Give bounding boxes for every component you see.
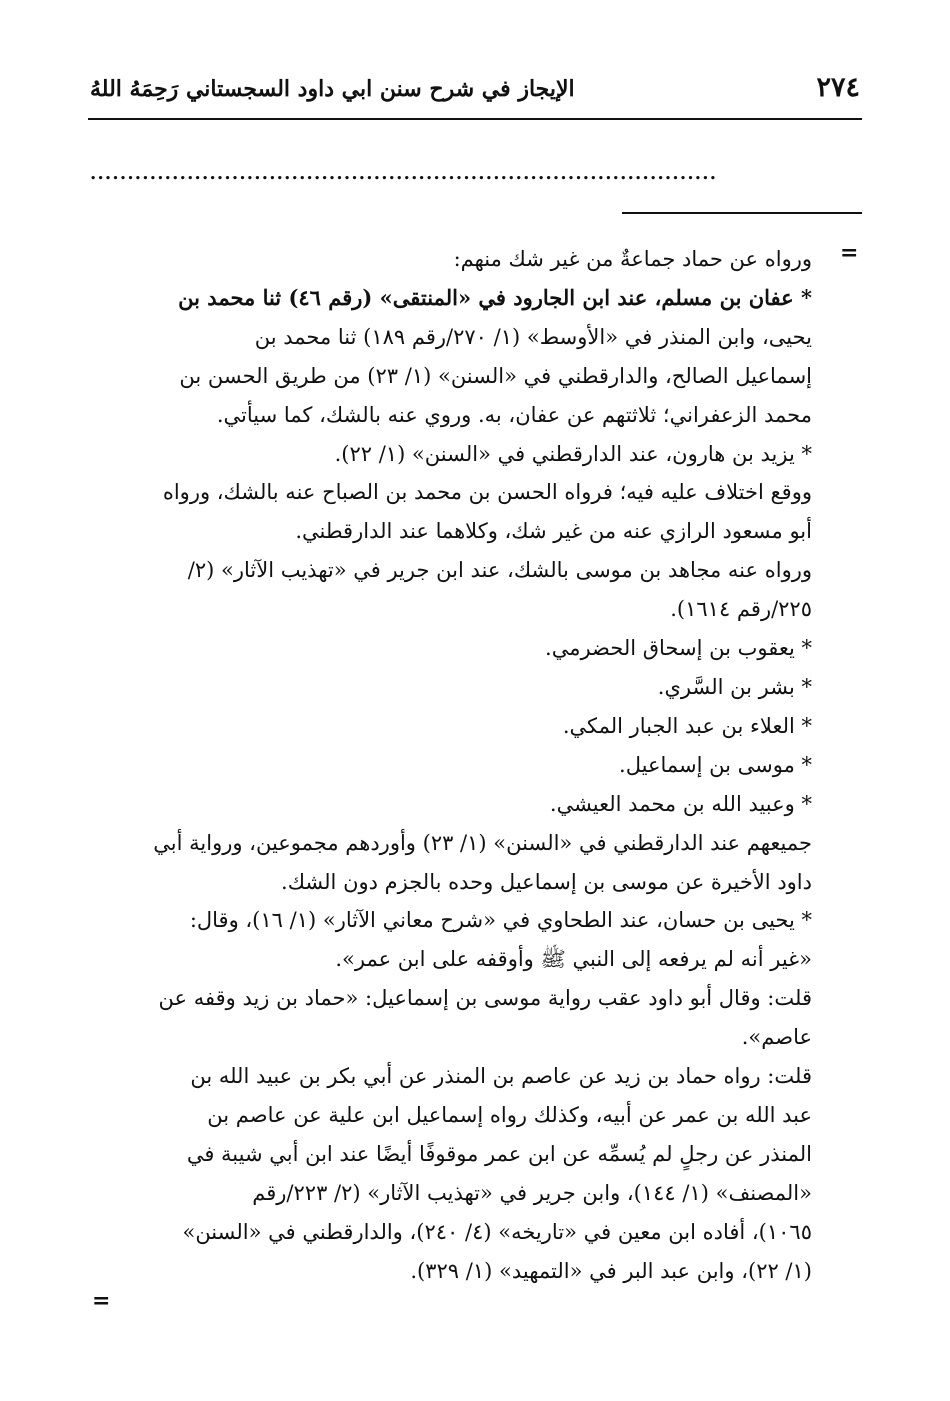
text-line: ورواه عن حماد جماعةٌ من غير شك منهم: <box>453 247 812 271</box>
text-line: قلت: رواه حماد بن زيد عن عاصم بن المنذر عن أبي بكر بن عبيد الله بن <box>190 1064 812 1089</box>
continuation-marker-bottom: = <box>92 1288 111 1314</box>
text-line: * وعبيد الله بن محمد العيشي. <box>549 791 812 816</box>
text-line: «غير أنه لم يرفعه إلى النبي ﷺ وأوقفه على ابن عمر». <box>335 947 812 972</box>
continuation-marker-top: = <box>840 240 859 266</box>
footnote-rule <box>622 212 862 214</box>
text-line: * يحيى بن حسان، عند الطحاوي في «شرح معاني الآثار» (١/ ١٦)، وقال: <box>189 908 812 933</box>
text-line: داود الأخيرة عن موسى بن إسماعيل وحده بالجزم دون الشك. <box>281 869 812 894</box>
text-line: (١/ ٢٢)، وابن عبد البر في «التمهيد» (١/ ٣٢٩). <box>410 1258 812 1283</box>
text-line: محمد الزعفراني؛ ثلاثتهم عن عفان، به. وروي عنه بالشك، كما سيأتي. <box>216 402 812 427</box>
text-line: جميعهم عند الدارقطني في «السنن» (١/ ٢٣) وأوردهم مجموعين، ورواية أبي <box>153 830 812 855</box>
footnote-body <box>92 240 812 1290</box>
text-line: * عفان بن مسلم، عند ابن الجارود في «المنتقى» (رقم ٤٦) ثنا محمد بن <box>178 284 812 310</box>
text-line: «المصنف» (١/ ١٤٤)، وابن جرير في «تهذيب الآثار» (٢/ ٢٢٣/رقم <box>252 1180 812 1205</box>
text-line: قلت: وقال أبو داود عقب رواية موسى بن إسماعيل: «حماد بن زيد وقفه عن <box>158 986 812 1011</box>
text-line: * موسى بن إسماعيل. <box>619 752 812 777</box>
page-number: ٢٧٤ <box>816 72 860 103</box>
text-line: المنذر عن رجلٍ لم يُسمِّه عن ابن عمر موقوفًا أيضًا عند ابن أبي شيبة في <box>186 1141 812 1166</box>
dotted-separator: .................................................................................... <box>90 164 718 184</box>
text-line: * العلاء بن عبد الجبار المكي. <box>562 713 812 738</box>
text-line: ٢٢٥/رقم ١٦١٤). <box>670 597 812 622</box>
text-line: ١٠٦٥)، أفاده ابن معين في «تاريخه» (٤/ ٢٤٠)، والدارقطني في «السنن» <box>182 1219 812 1244</box>
running-title: الإيجاز في شرح سنن ابي داود السجستاني رَحِمَهُ اللهُ <box>90 76 575 102</box>
text-line: إسماعيل الصالح، والدارقطني في «السنن» (١/ ٢٣) من طريق الحسن بن <box>179 363 812 388</box>
text-line: ووقع اختلاف عليه فيه؛ فرواه الحسن بن محمد بن الصباح عنه بالشك، ورواه <box>162 480 812 505</box>
header-rule <box>88 118 862 120</box>
text-line: أبو مسعود الرازي عنه من غير شك، وكلاهما عند الدارقطني. <box>295 519 812 544</box>
text-line: عاصم». <box>741 1025 812 1050</box>
text-line: يحيى، وابن المنذر في «الأوسط» (١/ ٢٧٠/رقم ١٨٩) ثنا محمد بن <box>254 324 812 349</box>
page-header <box>88 70 862 114</box>
text-line: عبد الله بن عمر عن أبيه، وكذلك رواه إسماعيل ابن علية عن عاصم بن <box>207 1102 812 1127</box>
text-line: ورواه عنه مجاهد بن موسى بالشك، عند ابن جرير في «تهذيب الآثار» (٢/ <box>187 558 812 583</box>
text-line: * بشر بن السَّري. <box>657 674 812 699</box>
text-line: * يعقوب بن إسحاق الحضرمي. <box>545 636 812 661</box>
text-line: * يزيد بن هارون، عند الدارقطني في «السنن» (١/ ٢٢). <box>334 441 812 466</box>
